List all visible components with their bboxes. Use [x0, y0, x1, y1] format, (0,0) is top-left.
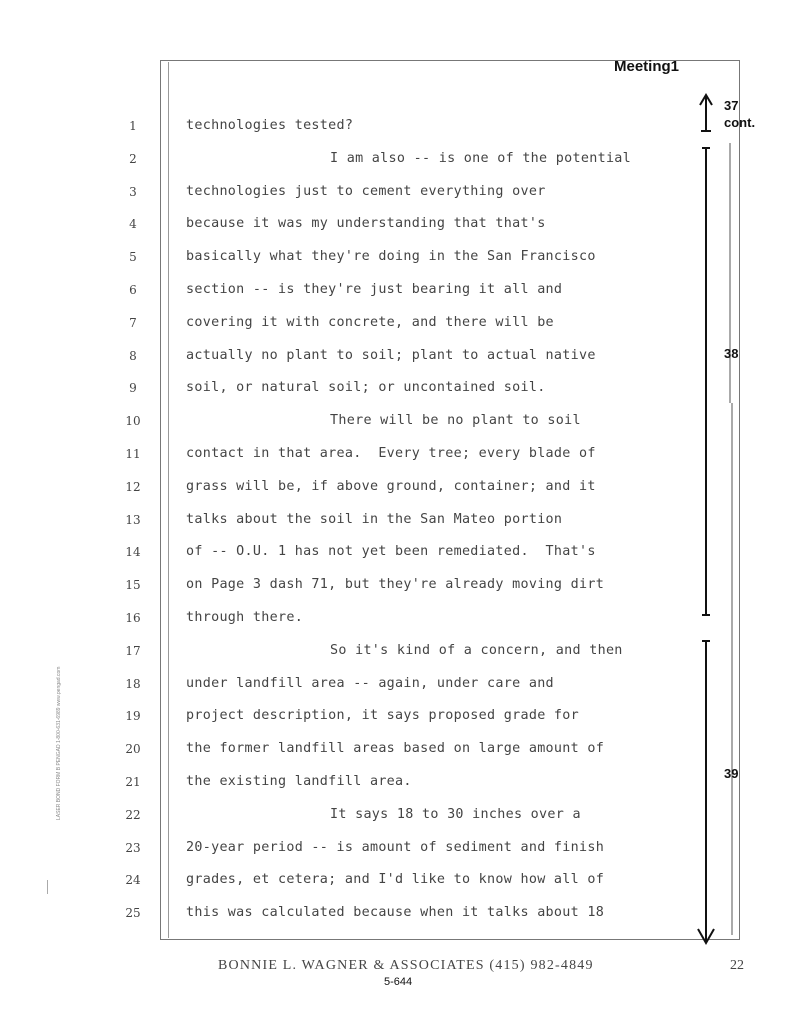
line-number: 6	[129, 283, 137, 297]
transcript-line: soil, or natural soil; or uncontained soil.	[186, 380, 546, 395]
line-number: 14	[125, 545, 141, 559]
transcript-line: There will be no plant to soil	[330, 413, 581, 428]
transcript-line: grades, et cetera; and I'd like to know how all of	[186, 872, 605, 887]
side-margin-print-text: LASER BOND FORM B PENGAD 1-800-631-6989 www.pengad.com	[56, 666, 62, 820]
transcript-line: covering it with concrete, and there will be	[186, 315, 554, 330]
line-number: 3	[129, 185, 137, 199]
line-number: 13	[125, 513, 141, 527]
line-number: 23	[125, 841, 141, 855]
line-number: 16	[125, 611, 141, 625]
transcript-line: actually no plant to soil; plant to actual native	[186, 348, 596, 363]
transcript-line: the former landfill areas based on large amount of	[186, 741, 605, 756]
transcript-line: It says 18 to 30 inches over a	[330, 807, 581, 822]
line-number: 17	[125, 644, 141, 658]
line-number: 21	[125, 775, 141, 789]
transcript-line: I am also -- is one of the potential	[330, 151, 632, 166]
line-number: 12	[125, 480, 141, 494]
meeting-label: Meeting1	[614, 58, 680, 75]
line-number: 8	[129, 349, 137, 363]
transcript-line: this was calculated because when it talks about 18	[186, 905, 605, 920]
transcript-line: because it was my understanding that that's	[186, 216, 546, 231]
annotation-37-cont: 37 cont.	[724, 98, 756, 130]
transcript-line: talks about the soil in the San Mateo portion	[186, 512, 563, 527]
document-number: 5-644	[384, 976, 413, 988]
transcript-line: grass will be, if above ground, container; and it	[186, 479, 596, 494]
transcript-line: basically what they're doing in the San Francisco	[186, 249, 596, 264]
line-number: 2	[129, 152, 137, 166]
transcript-line: technologies just to cement everything over	[186, 184, 546, 199]
line-number: 4	[129, 217, 137, 231]
transcript-line: So it's kind of a concern, and then	[330, 643, 623, 658]
reporter-footer: BONNIE L. WAGNER & ASSOCIATES (415) 982-4849	[218, 958, 594, 973]
line-number-margin-rule	[168, 62, 169, 938]
side-margin-print	[56, 590, 68, 820]
transcript-line: of -- O.U. 1 has not yet been remediated. That's	[186, 544, 596, 559]
line-number: 24	[125, 873, 141, 887]
bracket-37-cont	[700, 95, 712, 131]
transcript-line: technologies tested?	[186, 118, 354, 133]
line-number: 25	[125, 906, 141, 920]
line-number: 19	[125, 709, 141, 723]
page-number: 22	[730, 958, 744, 973]
line-number: 20	[125, 742, 141, 756]
transcript-line: contact in that area. Every tree; every blade of	[186, 446, 596, 461]
bracket-39	[698, 641, 714, 943]
transcript-line: project description, it says proposed grade for	[186, 708, 580, 723]
line-number: 5	[129, 250, 137, 264]
line-number: 10	[125, 414, 141, 428]
transcript-line: under landfill area -- again, under care and	[186, 676, 554, 691]
annotation-39: 39	[724, 766, 739, 781]
transcript-line: through there.	[186, 610, 304, 625]
side-margin-tick	[47, 880, 48, 894]
transcript-line: on Page 3 dash 71, but they're already moving dirt	[186, 577, 605, 592]
line-number: 18	[125, 677, 141, 691]
line-number: 22	[125, 808, 141, 822]
bracket-38	[702, 148, 710, 615]
transcript-line: section -- is they're just bearing it all and	[186, 282, 563, 297]
line-number: 7	[129, 316, 137, 330]
line-number: 1	[129, 119, 137, 133]
line-number: 9	[129, 381, 137, 395]
line-number: 11	[125, 447, 141, 461]
transcript-line: the existing landfill area.	[186, 774, 412, 789]
line-number: 15	[125, 578, 141, 592]
annotation-38: 38	[724, 346, 739, 361]
transcript-line: 20-year period -- is amount of sediment and finish	[186, 840, 605, 855]
comment-brackets	[690, 85, 790, 955]
